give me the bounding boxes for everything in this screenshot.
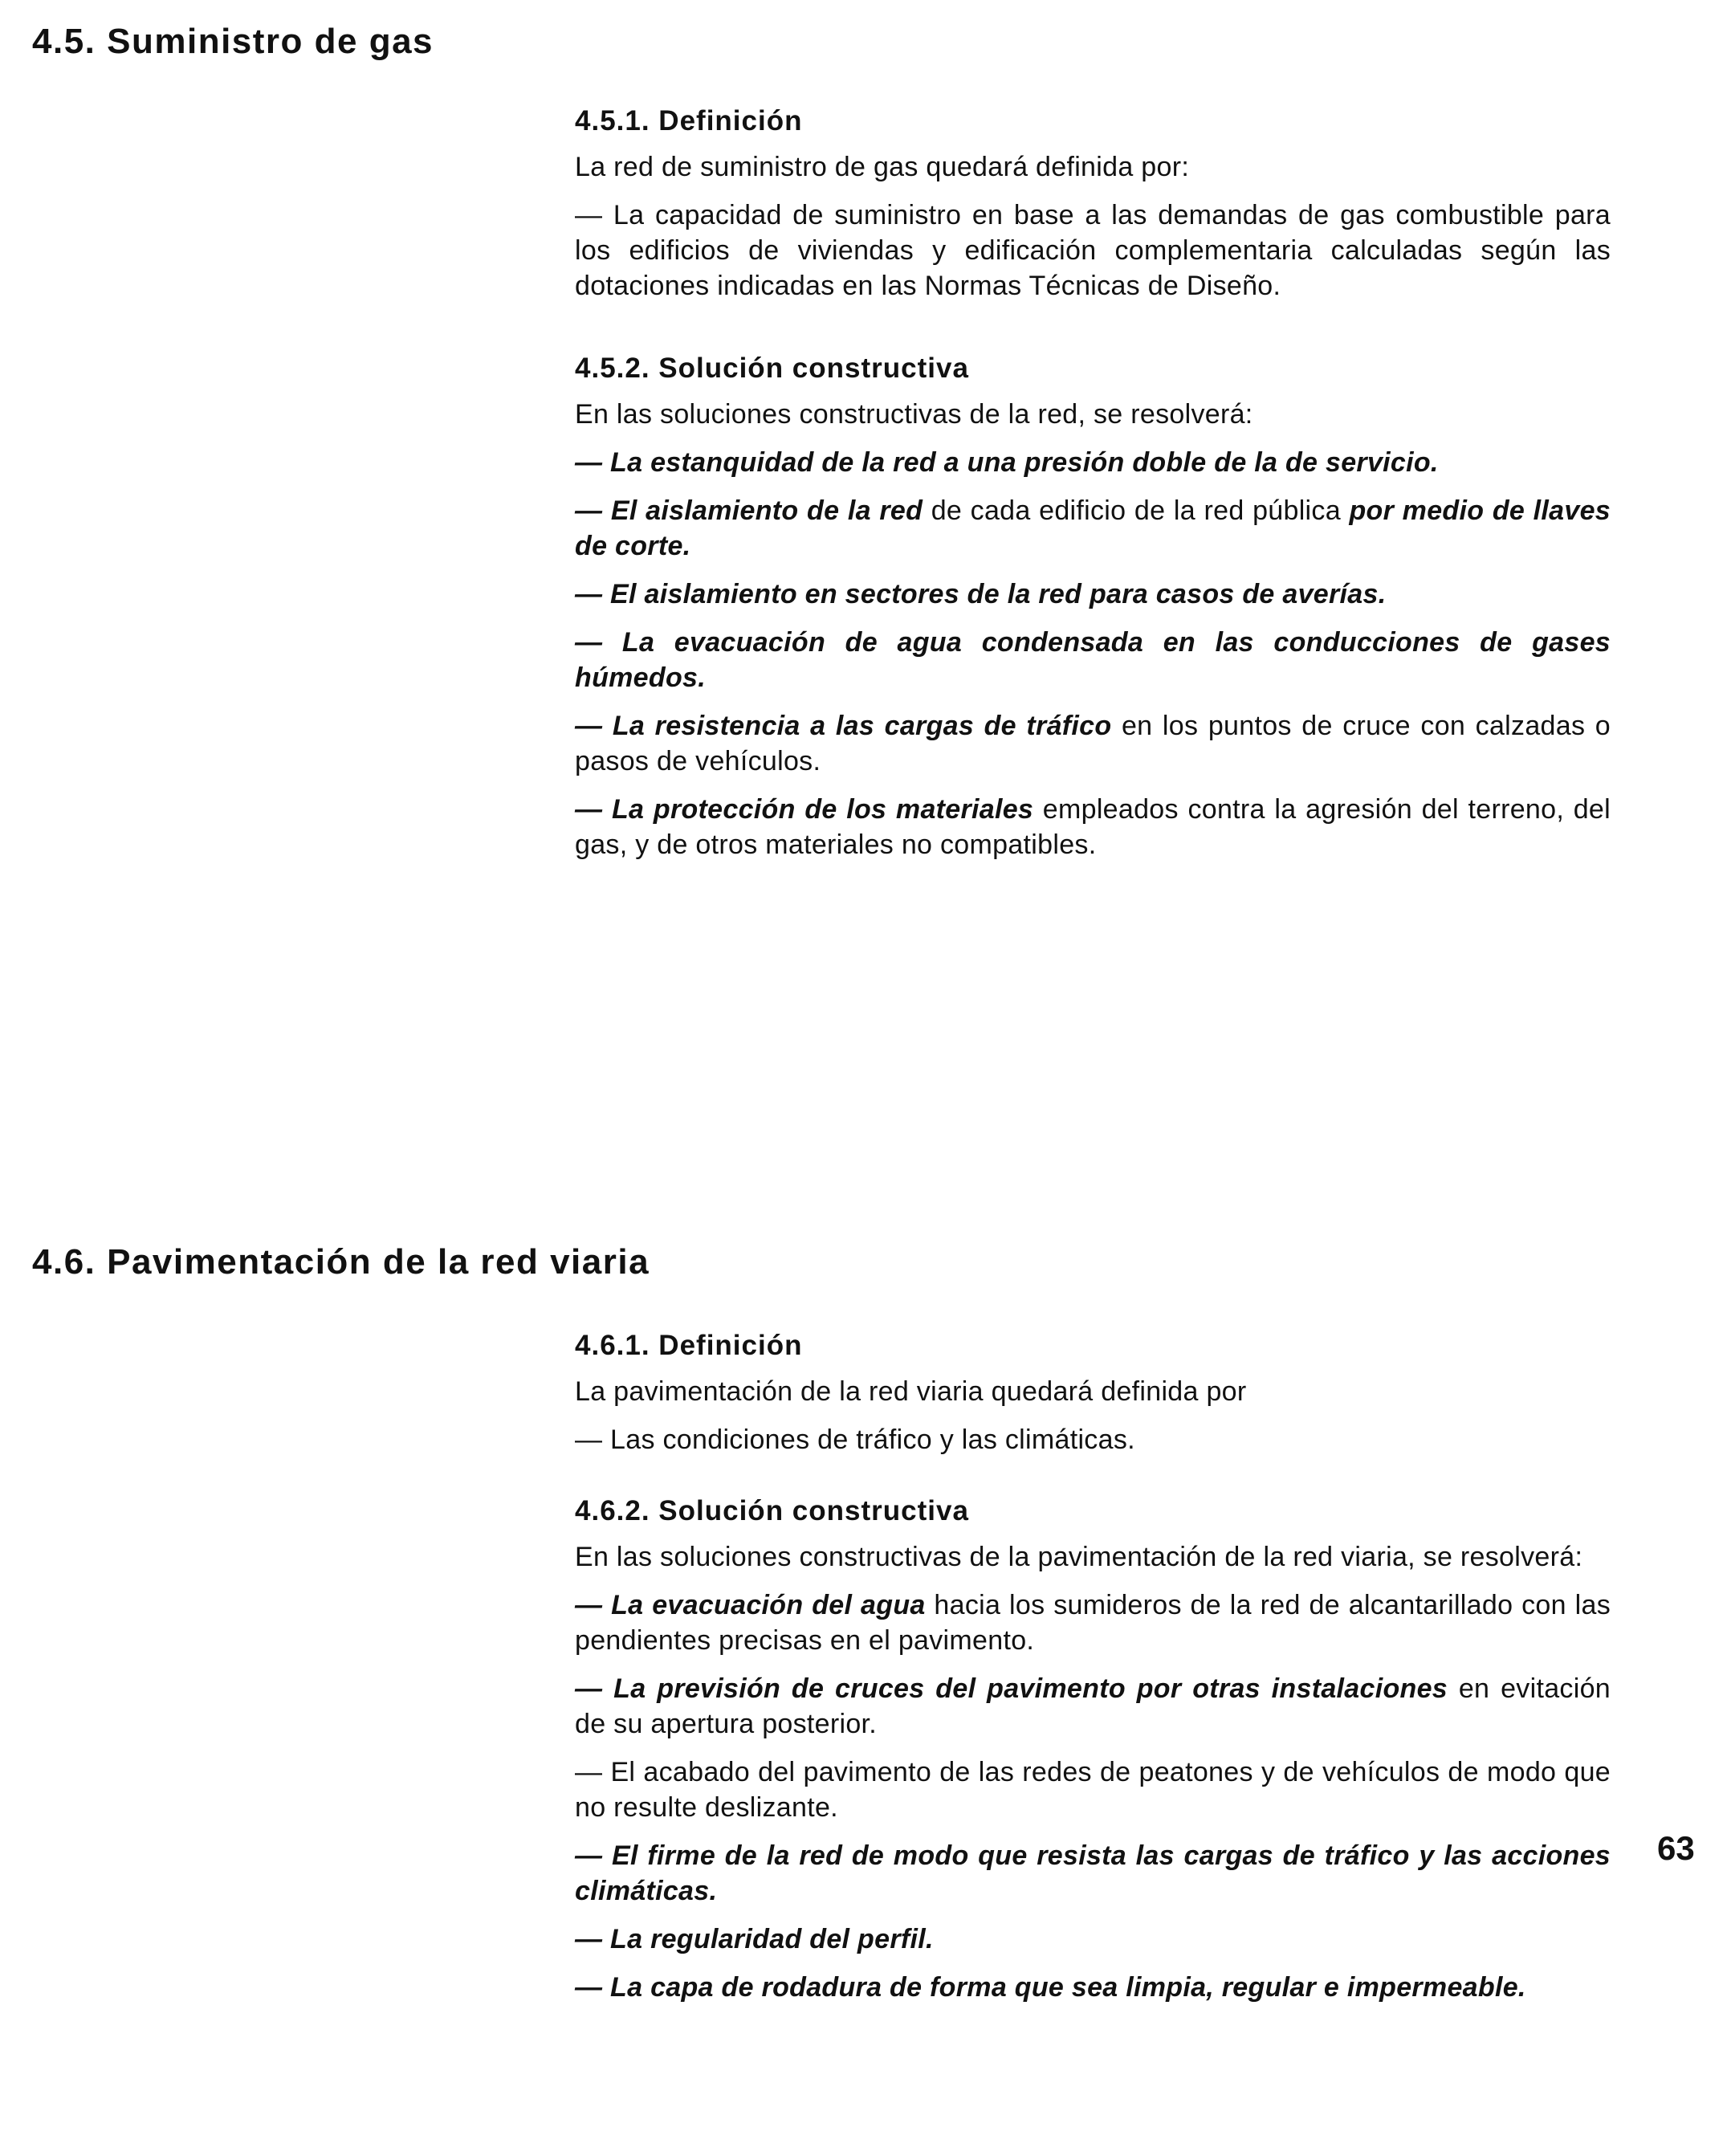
plain-text: — El acabado del pavimento de las redes de peatones y de vehículos de modo que no resulte deslizante. — [575, 1757, 1611, 1823]
intro-4-6-1: La pavimentación de la red viaria quedará definida por — [575, 1376, 1247, 1407]
list-item — [575, 792, 1611, 862]
list-item: — La capacidad de suministro en base a las demandas de gas combustible para los edificios de viviendas y edificación complementaria calculadas según las dotaciones indicadas en las Normas Técnicas de Diseño. — [575, 200, 1611, 301]
list-item — [575, 1970, 1611, 2005]
plain-text: empleados contra la agresión del terreno, del gas, y de otros materiales no compatibles. — [575, 794, 1611, 860]
list-item — [575, 1922, 1611, 1957]
list-item: — Las condiciones de tráfico y las climáticas. — [575, 1424, 1135, 1455]
list-item — [575, 493, 1611, 564]
emphasis: — El aislamiento de la red — [575, 495, 923, 526]
list-item — [575, 625, 1611, 695]
section-4-5-body — [575, 104, 1611, 875]
subheading-4-6-2: 4.6.2. Solución constructiva — [575, 1495, 969, 1526]
emphasis: — La capa de rodadura de forma que sea limpia, regular e impermeable. — [575, 1972, 1526, 2003]
list-item — [575, 1671, 1611, 1742]
emphasis: — La previsión de cruces del pavimento por otras instalaciones — [575, 1673, 1448, 1704]
emphasis: — La resistencia a las cargas de tráfico — [575, 711, 1112, 741]
emphasis: — La evacuación de agua condensada en las conducciones de gases húmedos. — [575, 627, 1611, 693]
subheading-4-5-1: 4.5.1. Definición — [575, 105, 803, 137]
intro-4-5-2: En las soluciones constructivas de la red, se resolverá: — [575, 399, 1253, 430]
list-item — [575, 1755, 1611, 1825]
section-4-6-body — [575, 1329, 1611, 2018]
emphasis: — La estanquidad de la red a una presión doble de la de servicio. — [575, 447, 1439, 478]
subheading-4-5-2: 4.5.2. Solución constructiva — [575, 353, 969, 384]
emphasis: — La evacuación del agua — [575, 1590, 926, 1620]
section-heading-4-6: 4.6. Pavimentación de la red viaria — [32, 1242, 650, 1282]
plain-text: hacia los sumideros de la red de alcantarillado con las pendientes precisas en el pavimento. — [575, 1590, 1611, 1656]
emphasis: por medio de llaves de corte. — [575, 495, 1611, 561]
list-item — [575, 1587, 1611, 1658]
list-item — [575, 1838, 1611, 1909]
emphasis: — La protección de los materiales — [575, 794, 1034, 825]
emphasis: — El firme de la red de modo que resista las cargas de tráfico y las acciones climáticas. — [575, 1840, 1611, 1906]
intro-4-5-1: La red de suministro de gas quedará definida por: — [575, 152, 1190, 182]
subheading-4-6-1: 4.6.1. Definición — [575, 1330, 803, 1361]
list-item — [575, 445, 1611, 480]
page-number: 63 — [1657, 1829, 1695, 1867]
emphasis: — La regularidad del perfil. — [575, 1924, 934, 1954]
intro-4-6-2: En las soluciones constructivas de la pavimentación de la red viaria, se resolverá: — [575, 1542, 1583, 1572]
plain-text: en los puntos de cruce con calzadas o pasos de vehículos. — [575, 711, 1611, 776]
plain-text: en evitación de su apertura posterior. — [575, 1673, 1611, 1739]
list-item — [575, 708, 1611, 779]
section-heading-4-5: 4.5. Suministro de gas — [32, 22, 434, 61]
list-item — [575, 577, 1611, 612]
emphasis: — El aislamiento en sectores de la red para casos de averías. — [575, 579, 1387, 609]
plain-text: de cada edificio de la red pública — [923, 495, 1350, 526]
